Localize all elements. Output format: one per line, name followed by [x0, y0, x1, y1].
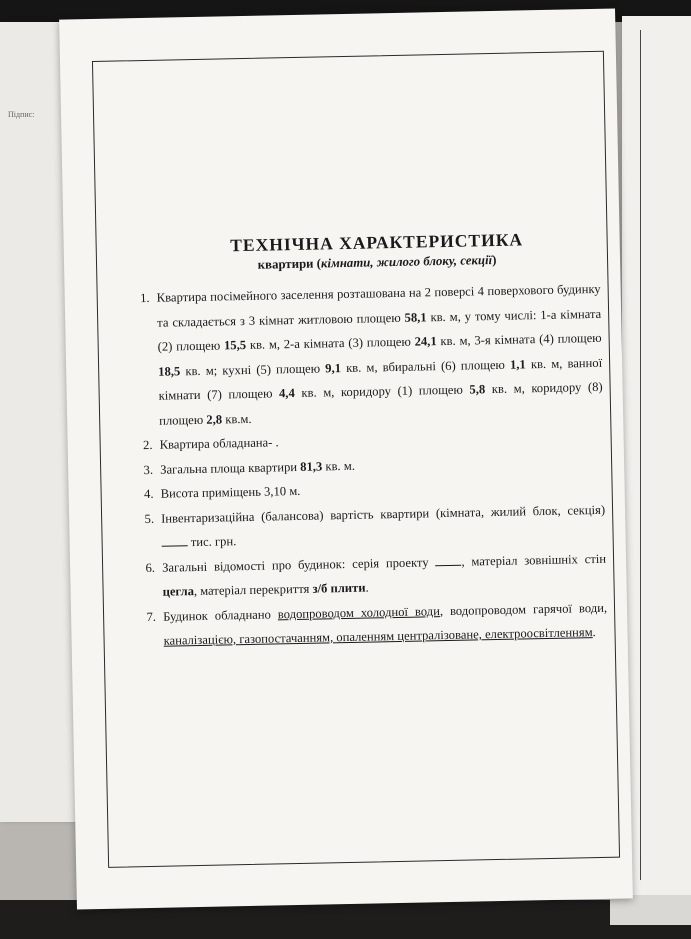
document-content [125, 227, 607, 654]
document-subtitle: квартири (кімнати, жилого блоку, секції) [257, 252, 497, 272]
list-item-ceiling-height: 4. Висота приміщень 3,10 м. [156, 473, 604, 506]
document-page [59, 9, 633, 910]
list-item-equipment: 2. Квартира обладнана- . [155, 424, 603, 457]
blank-line [435, 552, 461, 566]
list-item-inventory-value: 5. Інвентаризаційна (балансова) вартість квартири (кімната, жилий блок, секція) тис. грн. [157, 497, 606, 555]
blank-line [161, 533, 187, 547]
list-item-utilities: 7. Будинок обладнано водопроводом холодної води, водопроводом гарячої води, каналізацією, газопостачанням, опаленням централізоване, електроосвітленням. [159, 595, 608, 653]
signature-label: Підпис: [8, 110, 35, 119]
right-sheet-frame-line [640, 30, 642, 880]
list-item-apartment-composition: 1. Квартира посімейного заселення розташована на 2 поверсі 4 поверхового будинку та складається з 3 кімнат житловою площею 58,1 кв. м, у тому числі: 1-а кімната (2) площею 15,5 кв. м, 2-а кімната (3) площею 24,1 кв. м, 3-я кімната (4) площею 18,5 кв. м; кухні (5) площею 9,1 кв. м, вбиральні (6) площею 1,1 кв. м, ванної кімнати (7) площею 4,4 кв. м, коридору (1) площею 5,8 кв. м, коридору (8) площею 2,8 кв.м. [152, 277, 603, 433]
document-title: ТЕХНІЧНА ХАРАКТЕРИСТИКА [230, 229, 524, 256]
characteristics-list [126, 277, 607, 654]
list-item-total-area: 3. Загальна площа квартири 81,3 кв. м. [156, 448, 604, 481]
list-item-building-info: 6. Загальні відомості про будинок: серія проекту , матеріал зовнішніх стін цегла, матеріал перекриття з/б плити. [158, 546, 607, 604]
right-sheet [622, 16, 691, 901]
bottom-paper-corner [610, 895, 691, 925]
